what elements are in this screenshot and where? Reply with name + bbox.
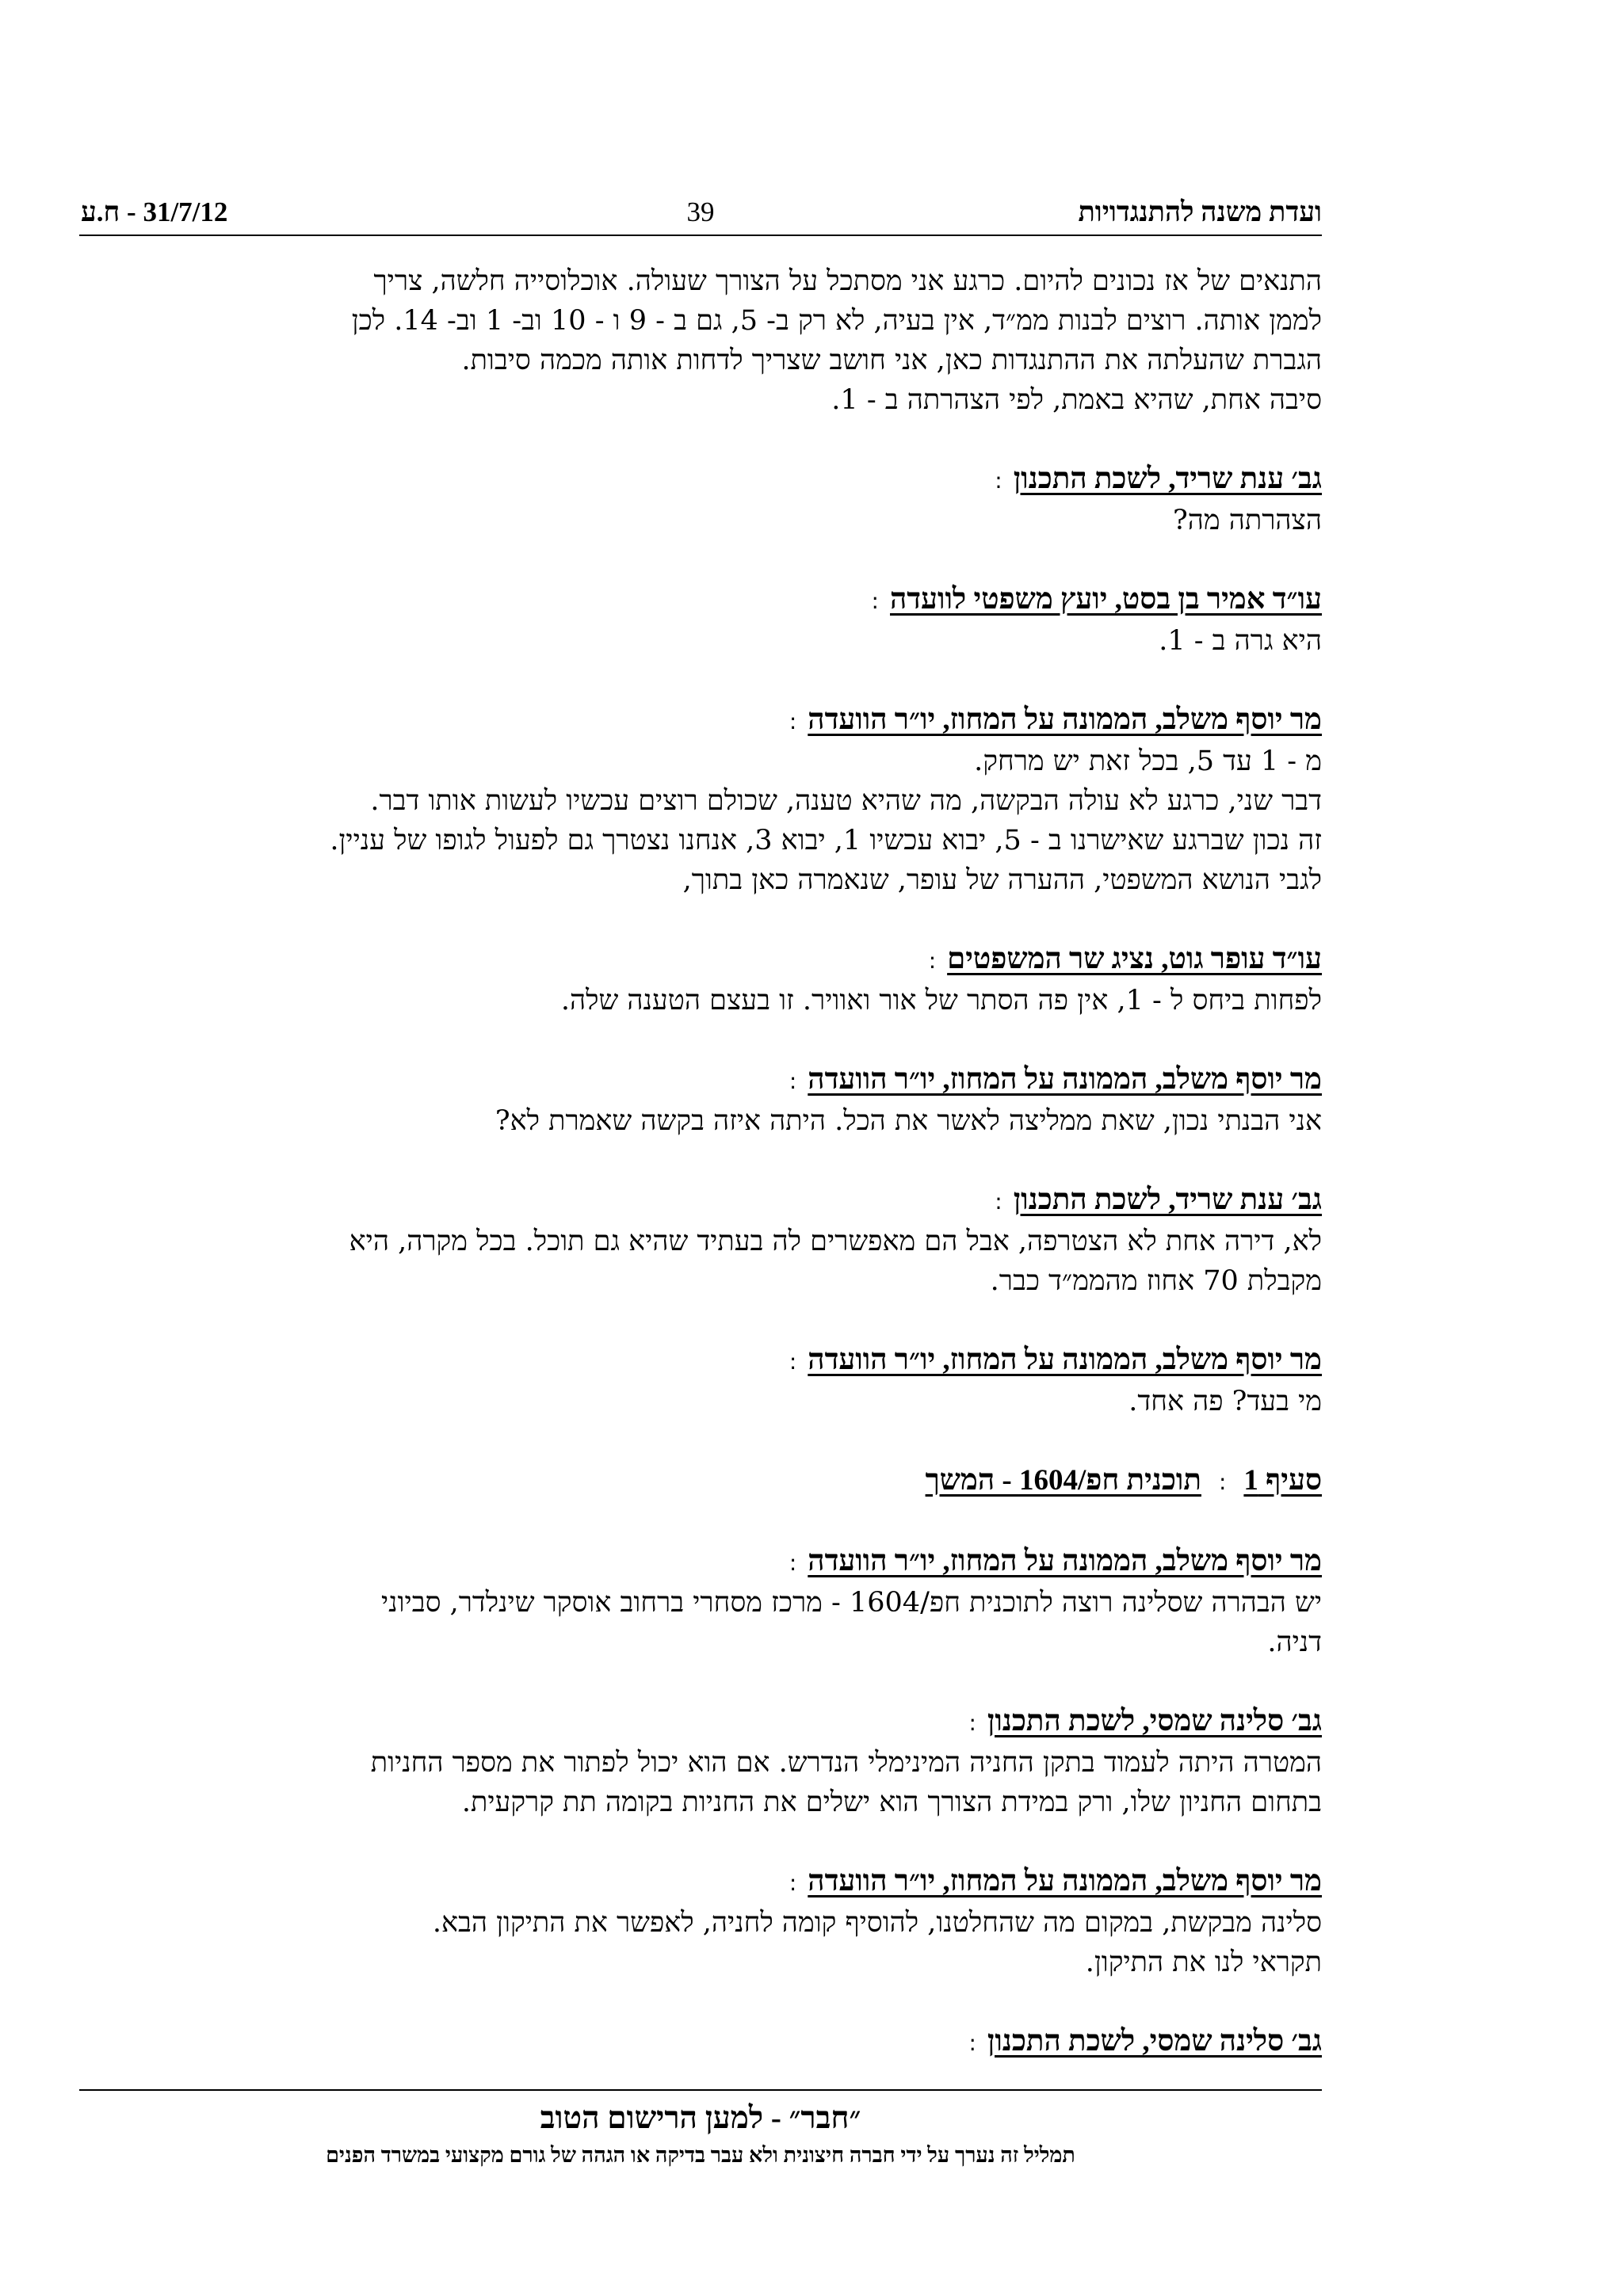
speech-line: לפחות ביחס ל - 1, אין פה הסתר של אור ואוויר. זו בעצם הטענה שלה.: [560, 985, 1322, 1016]
spacer: [79, 1822, 1322, 1862]
speech-block: [79, 940, 1322, 1020]
speaker-name: [79, 1180, 1322, 1222]
speaker-colon: :: [928, 948, 937, 974]
speaker-name: [79, 700, 1322, 742]
speech-line: יש הבהרה שסלינה רוצה לתוכנית חפ/1604 - מרכז מסחרי ברחוב אוסקר שינלדר, סביוני: [381, 1587, 1322, 1619]
speech-block: [79, 1542, 1322, 1662]
speech-block: [79, 1180, 1322, 1301]
spacer: [79, 540, 1322, 580]
page-header: [79, 189, 1322, 236]
speaker-colon: :: [995, 1188, 1002, 1215]
speaker-name: [79, 1060, 1322, 1101]
speech-line: היא גרה ב - 1.: [1159, 625, 1322, 657]
speaker-name: [79, 580, 1322, 621]
speech-line: סלינה מבקשת, במקום מה שהחלטנו, להוסיף קומה לחניה, לאפשר את התיקון הבא.: [432, 1907, 1322, 1939]
spacer: [79, 900, 1322, 940]
speaker-name: [79, 1702, 1322, 1743]
speaker-label: מר יוסף משלב, הממונה על המחוז, יו״ר הוועדה: [808, 1063, 1322, 1096]
speaker-label: מר יוסף משלב, הממונה על המחוז, יו״ר הוועדה: [808, 704, 1322, 736]
spacer: [79, 1662, 1322, 1702]
section-label: סעיף 1: [1243, 1464, 1322, 1497]
speaker-name: [79, 460, 1322, 501]
text-line: סיבה אחת, שהיא באמת, לפי הצהרתה ב - 1.: [831, 384, 1322, 416]
speech-line: אני הבנתי נכון, שאת ממליצה לאשר את הכל. היתה איזה בקשה שאמרת לא?: [495, 1105, 1322, 1137]
speaker-colon: :: [789, 1870, 797, 1896]
committee-title: ועדת משנה להתנגדויות: [1078, 196, 1322, 227]
speaker-label: גב׳ ענת שריד, לשכת התכנון: [1013, 1184, 1322, 1216]
header-divider: [79, 235, 1322, 236]
speaker-label: מר יוסף משלב, הממונה על המחוז, יו״ר הוועדה: [808, 1344, 1322, 1376]
speaker-label: מר יוסף משלב, הממונה על המחוז, יו״ר הוועדה: [808, 1865, 1322, 1897]
speech-line: בתחום החניון שלו, ורק במידת הצורך הוא ישלים את החניות בקומה תת קרקעית.: [461, 1787, 1322, 1818]
text-line: התנאים של אז נכונים להיום. כרגע אני מסתכל על הצורך שעולה. אוכלוסייה חלשה, צריך: [373, 265, 1322, 297]
section-line: [79, 1461, 1322, 1502]
speaker-label: גב׳ סלינה שמסי, לשכת התכנון: [987, 2025, 1322, 2058]
speaker-colon: :: [968, 1710, 976, 1736]
speaker-name: [79, 2022, 1322, 2063]
speech-line: תקראי לנו את התיקון.: [1085, 1947, 1322, 1978]
spacer: [79, 1982, 1322, 2022]
speech-block: [79, 1341, 1322, 1421]
footer-disclaimer: תמליל זה נערך על ידי חברה חיצונית ולא עבר בדיקה או הגהה של גורם מקצועי במשרד הפנים: [326, 2143, 1075, 2167]
section-title: תוכנית חפ/1604 - המשך: [925, 1464, 1201, 1497]
spacer: [79, 661, 1322, 700]
speaker-label: גב׳ סלינה שמסי, לשכת התכנון: [987, 1705, 1322, 1737]
speech-line: דבר שני, כרגע לא עולה הבקשה, מה שהיא טענה, שכולם רוצים עכשיו לעשות אותו דבר.: [370, 785, 1322, 817]
speaker-name: [79, 1341, 1322, 1382]
speech-line: מי בעד? פה אחד.: [1128, 1386, 1322, 1417]
section-separator: :: [1218, 1469, 1227, 1495]
speech-line: לגבי הנושא המשפטי, ההערה של עופר, שנאמרה כאן בתוך,: [682, 864, 1322, 896]
spacer: [79, 1141, 1322, 1180]
speech-block: [79, 1060, 1322, 1141]
speaker-colon: :: [789, 1068, 797, 1094]
text-line: הגברת שהעלתה את ההתנגדות כאן, אני חושב שצריך לדחות אותה מכמה סיבות.: [461, 345, 1322, 376]
speaker-name: [79, 940, 1322, 981]
speech-block: [79, 580, 1322, 661]
speaker-name: [79, 1542, 1322, 1583]
speaker-colon: :: [968, 2030, 976, 2056]
footer-title: ״חבר״ - למען הרישום הטוב: [540, 2101, 861, 2135]
speech-line: מקבלת 70 אחוז מהממ״ד כבר.: [990, 1265, 1322, 1297]
speaker-name: [79, 1862, 1322, 1903]
speech-line: הצהרתה מה?: [1172, 505, 1322, 536]
speech-block: [79, 700, 1322, 900]
speech-block: [79, 1862, 1322, 1982]
speaker-colon: :: [789, 708, 797, 734]
speech-line: המטרה היתה לעמוד בתקן החניה המינימלי הנדרש. אם הוא יכול לפתור את מספר החניות: [370, 1747, 1322, 1779]
speech-block: [79, 2022, 1322, 2063]
text-line: לממן אותה. רוצים לבנות ממ״ד, אין בעיה, לא רק ב- 5, גם ב - 9 ו - 10 וב- 1 וב- 14. לכן: [351, 305, 1322, 337]
speech-block: [79, 1702, 1322, 1822]
speaker-colon: :: [871, 588, 879, 614]
speech-line: מ - 1 עד 5, בכל זאת יש מרחק.: [974, 746, 1322, 777]
speaker-colon: :: [789, 1348, 797, 1375]
speaker-label: עו״ד עופר גוט, נציג שר המשפטים: [947, 943, 1322, 975]
spacer: [79, 420, 1322, 460]
spacer: [79, 1421, 1322, 1461]
speaker-colon: :: [789, 1550, 797, 1576]
speech-line: לא, דירה אחת לא הצטרפה, אבל הם מאפשרים לה בעתיד שהיא גם תוכל. בכל מקרה, היא: [349, 1226, 1322, 1257]
speaker-colon: :: [995, 467, 1002, 494]
footer-divider: [79, 2089, 1322, 2091]
spacer: [79, 1301, 1322, 1341]
intro-paragraph: [79, 261, 1322, 420]
speech-block: [79, 460, 1322, 540]
spacer: [79, 1502, 1322, 1542]
date-reference: 31/7/12 - ח.ע: [81, 196, 228, 227]
speaker-label: מר יוסף משלב, הממונה על המחוז, יו״ר הוועדה: [808, 1545, 1322, 1577]
spacer: [79, 1020, 1322, 1060]
speech-line: דניה.: [1267, 1627, 1322, 1658]
speech-line: זה נכון שברגע שאישרנו ב - 5, יבוא עכשיו 1, יבוא 3, אנחנו נצטרך גם לפעול לגופו של עניין.: [330, 825, 1322, 856]
section-heading: [79, 1461, 1322, 1502]
page-number: 39: [686, 196, 715, 227]
speaker-label: גב׳ ענת שריד, לשכת התכנון: [1013, 463, 1322, 495]
speaker-label: עו״ד אמיר בן בסט, יועץ משפטי לוועדה: [889, 583, 1322, 616]
transcript-body: [79, 261, 1322, 2063]
